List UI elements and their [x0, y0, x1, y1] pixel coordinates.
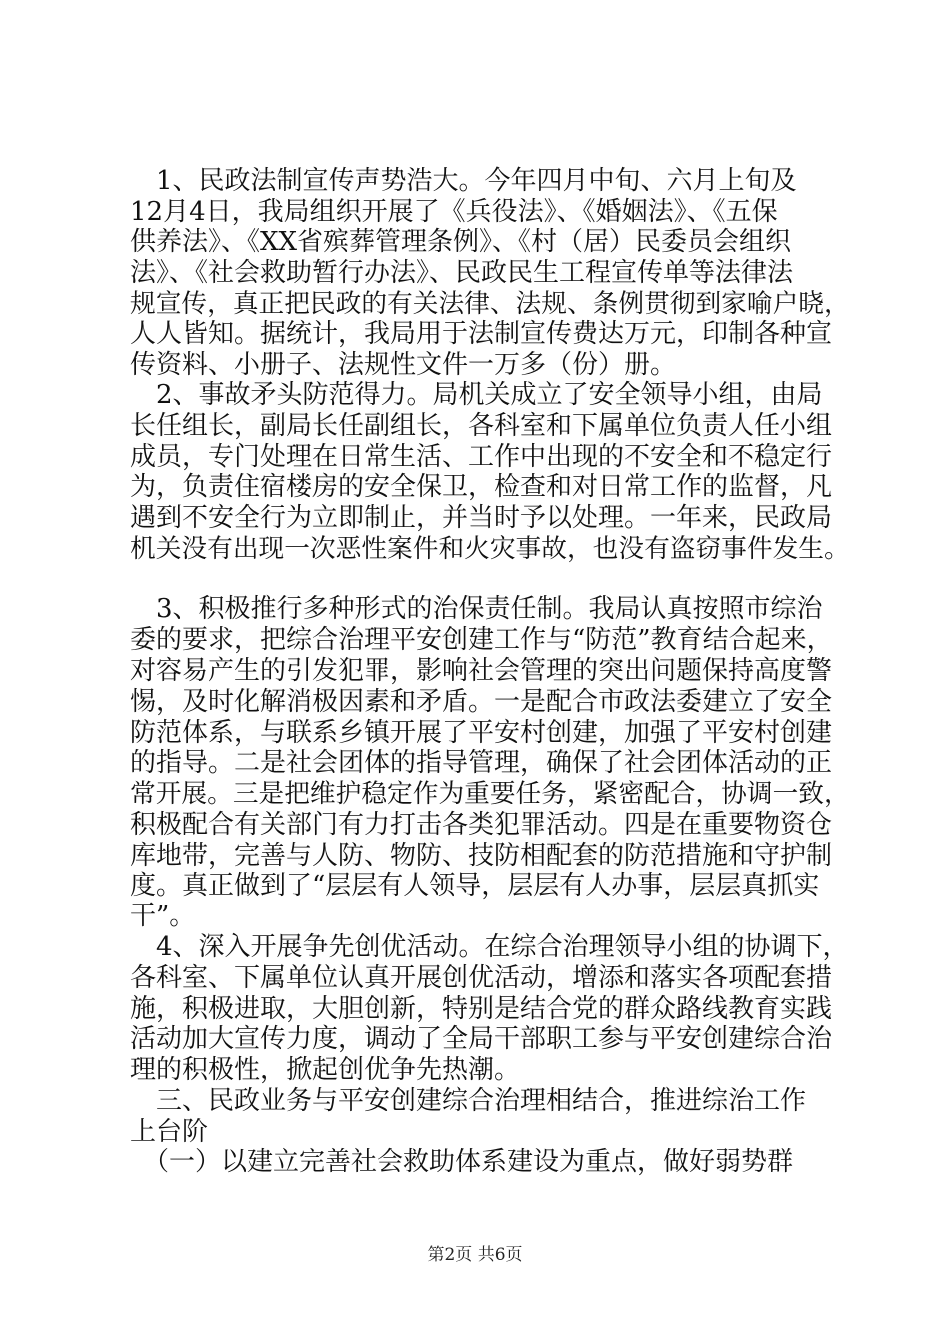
paragraph-line: 遇到不安全行为立即制止，并当时予以处理。一年来，民政局 — [130, 503, 833, 533]
paragraph-line: 理的积极性，掀起创优争先热潮。 — [130, 1055, 521, 1085]
paragraph-line: 的指导。二是社会团体的指导管理，确保了社会团体活动的正 — [130, 748, 833, 778]
paragraph-line: 机关没有出现一次恶性案件和火灾事故，也没有盗窃事件发生。 — [130, 534, 850, 564]
paragraph-line: 规宣传，真正把民政的有关法律、法规、条例贯彻到家喻户晓， — [130, 289, 850, 319]
paragraph-line: 1、民政法制宣传声势浩大。今年四月中旬、六月上旬及 — [130, 166, 797, 196]
paragraph-line: 上台阶 — [130, 1117, 209, 1147]
page-footer: 第2页 共6页 — [427, 1245, 523, 1265]
paragraph-line: 法》、《社会救助暂行办法》、民政民生工程宣传单等法律法 — [130, 258, 794, 288]
paragraph-line: 常开展。三是把维护稳定作为重要任务，紧密配合，协调一致， — [130, 779, 850, 809]
paragraph-line: 为，负责住宿楼房的安全保卫，检查和对日常工作的监督，凡 — [130, 472, 833, 502]
paragraph-line: 长任组长，副局长任副组长，各科室和下属单位负责人任小组 — [130, 411, 833, 441]
paragraph-line: 积极配合有关部门有力打击各类犯罪活动。四是在重要物资仓 — [130, 810, 833, 840]
paragraph-line: 传资料、小册子、法规性文件一万多（份）册。 — [130, 350, 677, 380]
paragraph-line: 干”。 — [130, 901, 196, 931]
paragraph-line: 活动加大宣传力度，调动了全局干部职工参与平安创建综合治 — [130, 1024, 833, 1054]
paragraph-line: 12月4日，我局组织开展了《兵役法》、《婚姻法》、《五保 — [130, 197, 778, 227]
paragraph-line: 惕，及时化解消极因素和矛盾。一是配合市政法委建立了安全 — [130, 687, 833, 717]
paragraph-line: 供养法》、《XX省殡葬管理条例》、《村（居）民委员会组织 — [130, 227, 792, 257]
paragraph-line: （一）以建立完善社会救助体系建设为重点，做好弱势群 — [130, 1147, 794, 1177]
paragraph-line: 施，积极进取，大胆创新，特别是结合党的群众路线教育实践 — [130, 994, 833, 1024]
paragraph-line: 4、深入开展争先创优活动。在综合治理领导小组的协调下， — [130, 932, 849, 962]
paragraph-line: 三、民政业务与平安创建综合治理相结合，推进综治工作 — [130, 1086, 807, 1116]
paragraph-line: 人人皆知。据统计，我局用于法制宣传费达万元，印制各种宣 — [130, 319, 833, 349]
paragraph-line: 各科室、下属单位认真开展创优活动，增添和落实各项配套措 — [130, 963, 833, 993]
paragraph-line: 3、积极推行多种形式的治保责任制。我局认真按照市综治 — [130, 594, 823, 624]
paragraph-line: 防范体系，与联系乡镇开展了平安村创建，加强了平安村创建 — [130, 718, 833, 748]
paragraph-line: 委的要求，把综合治理平安创建工作与“防范”教育结合起来， — [130, 625, 833, 655]
paragraph-line: 对容易产生的引发犯罪，影响社会管理的突出问题保持高度警 — [130, 656, 833, 686]
paragraph-line: 度。真正做到了“层层有人领导，层层有人办事，层层真抓实 — [130, 871, 820, 901]
paragraph-line: 库地带，完善与人防、物防、技防相配套的防范措施和守护制 — [130, 841, 833, 871]
paragraph-line: 成员，专门处理在日常生活、工作中出现的不安全和不稳定行 — [130, 442, 833, 472]
paragraph-line: 2、事故矛头防范得力。局机关成立了安全领导小组，由局 — [130, 380, 823, 410]
